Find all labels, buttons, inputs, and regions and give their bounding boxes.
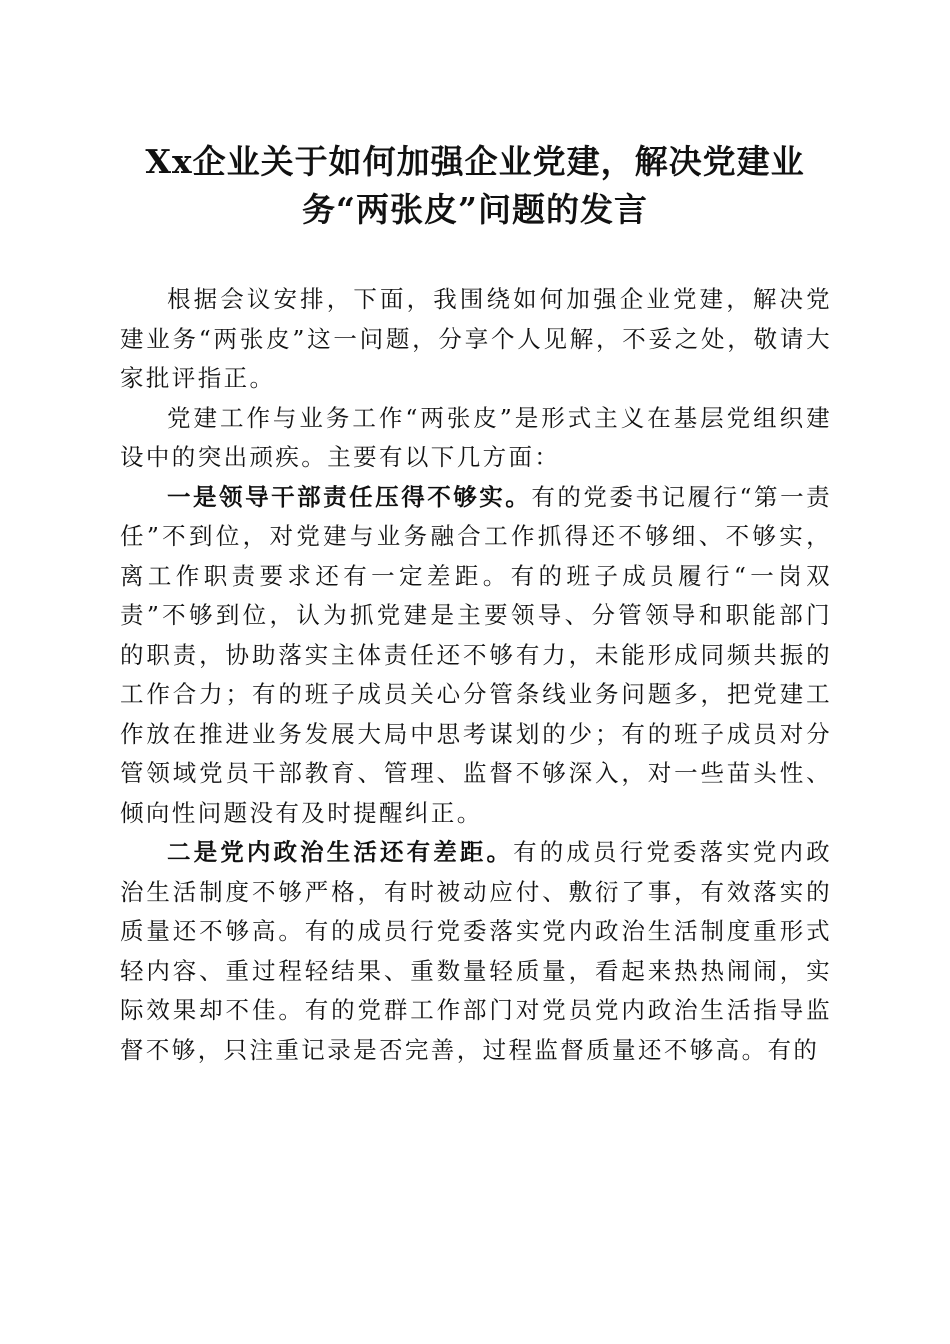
paragraph-point-2 [120,833,832,1070]
paragraph-lead: 二是党内政治生活还有差距。 [167,838,514,866]
title-line-1: Xx企业关于如何加强企业党建，解决党建业 [145,142,805,181]
paragraph-text: 党建工作与业务工作“两张皮”是形式主义在基层党组织建设中的突出顽疾。主要有以下几方面： [120,403,832,471]
paragraph-text: 根据会议安排，下面，我围绕如何加强企业党建，解决党建业务“两张皮”这一问题，分享个人见解，不妥之处，敬请大家批评指正。 [120,285,832,392]
paragraph-point-1 [120,478,832,834]
title-line-2: 务“两张皮”问题的发言 [302,190,648,229]
document-body [120,280,832,1070]
paragraph-text: 有的成员行党委落实党内政治生活制度不够严格，有时被动应付、敷衍了事，有效落实的质量还不够高。有的成员行党委落实党内政治生活制度重形式轻内容、重过程轻结果、重数量轻质量，看起来热热闹闹，实际效果却不佳。有的党群工作部门对党员党内政治生活指导监督不够，只注重记录是否完善，过程监督质量还不够高。有的 [120,838,832,1064]
paragraph-lead: 一是领导干部责任压得不够实。 [167,482,532,511]
paragraph-text: 有的党委书记履行“第一责任”不到位，对党建与业务融合工作抓得还不够细、不够实，离工作职责要求还有一定差距。有的班子成员履行“一岗双责”不够到位，认为抓党建是主要领导、分管领导和职能部门的职责，协助落实主体责任还不够有力，未能形成同频共振的工作合力；有的班子成员关心分管条线业务问题多，把党建工作放在推进业务发展大局中思考谋划的少；有的班子成员对分管领域党员干部教育、管理、监督不够深入，对一些苗头性、倾向性问题没有及时提醒纠正。 [120,482,832,827]
document-title [110,138,840,234]
paragraph-intro [120,280,832,399]
paragraph-overview [120,399,832,478]
